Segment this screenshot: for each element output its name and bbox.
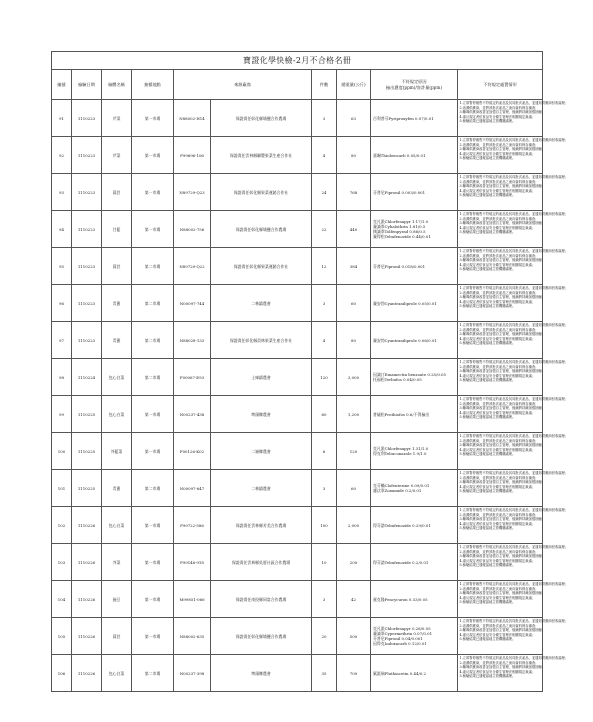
cell-date: 1110223 (72, 211, 102, 248)
cell-place: 第二市場 (132, 359, 174, 396)
cell-weight: 2,000 (337, 507, 371, 544)
table-row (52, 581, 543, 618)
cell-no: 99 (52, 396, 72, 433)
cell-source: 保證責任彰化縣埔鹽合作農場 (211, 211, 312, 248)
cell-qty: 3 (312, 581, 337, 618)
action-line: 5.檢驗結果已通報當地主管機關處理。 (459, 119, 516, 124)
cell-weight: 1,200 (337, 396, 371, 433)
cell-item: 青蔥 (102, 285, 132, 322)
cell-source: 埤頭鄉農會 (211, 396, 312, 433)
cell-reason (371, 396, 458, 433)
cell-date: 1110224 (72, 359, 102, 396)
cell-place: 第一市場 (132, 581, 174, 618)
reason-line: 克凡派Chlorfenapyr 1.17/1.0 (373, 219, 429, 224)
cell-item: 芹菜 (102, 137, 132, 174)
cell-date: 1110223 (72, 248, 102, 285)
cell-qty: 120 (312, 359, 337, 396)
cell-item: 包心白菜 (102, 507, 132, 544)
cell-action (458, 359, 569, 396)
cell-no: 105 (52, 618, 72, 655)
cell-no: 93 (52, 174, 72, 211)
cell-place: 第二市場 (132, 322, 174, 359)
action-line: 4.違反規定者依食品安全衛生管理法相關規定裁處； (459, 521, 536, 526)
reason-line: 賽得松Tebufenozide 0.44/0.01 (373, 234, 431, 239)
cell-qty: 22 (312, 211, 337, 248)
cell-date: 1110225 (72, 396, 102, 433)
action-line: 1.立即暫停販售不符規定的產品及其同批次產品，並通知供應商回收處理； (459, 138, 569, 142)
cell-source: 二林鎮農會 (211, 285, 312, 322)
action-line: 2.追溯供應商，並將該批次產品之流向資料保存備查； (459, 364, 539, 369)
cell-item: 青蔥 (102, 470, 132, 507)
cell-no: 94 (52, 211, 72, 248)
action-line: 2.追溯供應商，並將該批次產品之流向資料保存備查； (459, 179, 539, 184)
action-line: 3.輔導供應商改善並加強自主管理，後續將持續加強抽驗； (459, 369, 546, 374)
cell-item: 萵苣 (102, 618, 132, 655)
action-line: 1.立即暫停販售不符規定的產品及其同批次產品，並通知供應商回收處理； (459, 619, 569, 623)
action-line: 5.檢驗結果已通報當地主管機關處理。 (459, 378, 516, 383)
cell-no: 97 (52, 322, 72, 359)
noncompliance-table (51, 51, 569, 692)
cell-weight: 200 (337, 544, 371, 581)
action-line: 3.輔導供應商改善並加強自主管理，後續將持續加強抽驗； (459, 628, 546, 633)
action-line: 1.立即暫停販售不符規定的產品及其同批次產品，並通知供應商回收處理； (459, 582, 569, 586)
cell-date: 1110223 (72, 100, 102, 137)
action-line: 5.檢驗結果已通報當地主管機關處理。 (459, 193, 516, 198)
reason-line: 芬普尼Fipronil 0.04/0.001 (373, 636, 423, 641)
cell-reason (371, 322, 458, 359)
col-header-source: 來源廠商 (174, 70, 312, 100)
action-line: 1.立即暫停販售不符規定的產品及其同批次產品，並通知供應商回收處理； (459, 286, 569, 290)
action-line: 5.檢驗結果已通報當地主管機關處理。 (459, 489, 516, 494)
cell-weight: 384 (337, 248, 371, 285)
action-line: 2.追溯供應商，並將該批次產品之流向資料保存備查； (459, 142, 539, 147)
action-line: 5.檢驗結果已通報當地主管機關處理。 (459, 452, 516, 457)
cell-weight: 500 (337, 618, 371, 655)
cell-source: 保證責任彰化縣果菜運銷合作社 (211, 248, 312, 285)
cell-code: P99146-918 (174, 544, 211, 581)
reason-line: 芬普尼Fipronil 0.003/0.001 (373, 189, 426, 195)
action-line: 3.輔導供應商改善並加強自主管理，後續將持續加強抽驗； (459, 332, 546, 337)
reason-header-sub: 檢出濃度(ppm)/容許量(ppm) (386, 84, 442, 90)
cell-item: 包心白菜 (102, 655, 132, 692)
action-line: 2.追溯供應商，並將該批次產品之流向資料保存備查； (459, 586, 539, 591)
reason-line: 得克利Tebuconazole 1.9/1.0 (373, 451, 427, 456)
reason-line: 托福松Terbufos 0.04/0.05 (373, 377, 422, 382)
action-line: 3.輔導供應商改善並加強自主管理，後續將持續加強抽驗； (459, 110, 546, 115)
action-line: 4.違反規定者依食品安全衛生管理法相關規定裁處； (459, 632, 536, 637)
table-row (52, 470, 543, 507)
cell-code: N88002-635 (174, 618, 211, 655)
cell-item: 青蔥 (102, 322, 132, 359)
cell-qty: 3 (312, 285, 337, 322)
cell-action (458, 322, 569, 359)
action-line: 1.立即暫停販售不符規定的產品及其同批次產品，並通知供應商回收處理； (459, 212, 569, 216)
cell-no: 98 (52, 359, 72, 396)
cell-weight: 440 (337, 211, 371, 248)
cell-no: 103 (52, 544, 72, 581)
reason-line: 克凡派Chlorfenapyr 1.31/1.0 (373, 446, 429, 451)
cell-code: N00097-744 (174, 285, 211, 322)
cell-action (458, 100, 569, 137)
action-line: 4.違反規定者依食品安全衛生管理法相關規定裁處； (459, 225, 536, 230)
action-line: 2.追溯供應商，並將該批次產品之流向資料保存備查； (459, 475, 539, 480)
action-line: 4.違反規定者依食品安全衛生管理法相關規定裁處； (459, 669, 536, 674)
cell-date: 1110223 (72, 174, 102, 211)
col-header-date: 檢驗日期 (72, 70, 102, 100)
cell-place: 第一市場 (132, 507, 174, 544)
cell-reason (371, 248, 458, 285)
col-header-no: 編號 (52, 70, 72, 100)
action-line: 2.追溯供應商，並將該批次產品之流向資料保存備查； (459, 401, 539, 406)
cell-qty: 24 (312, 174, 337, 211)
cell-action (458, 470, 569, 507)
cell-no: 101 (52, 470, 72, 507)
cell-code: N00237-438 (174, 396, 211, 433)
cell-source: 保證責任彰化縣埔鹽合作農場 (211, 100, 312, 137)
table-row (52, 618, 543, 655)
cell-item: 芥藍菜 (102, 433, 132, 470)
cell-reason (371, 655, 458, 692)
cell-weight: 60 (337, 470, 371, 507)
cell-source: 埤頭鄉農會 (211, 655, 312, 692)
cell-qty: 12 (312, 248, 337, 285)
cell-code: N00237-398 (174, 655, 211, 692)
action-line: 5.檢驗結果已通報當地主管機關處理。 (459, 563, 516, 568)
reason-line: 芬普尼Fipronil 0.018/0.001 (373, 263, 426, 269)
cell-action (458, 396, 569, 433)
cell-weight: 63 (337, 100, 371, 137)
action-line: 5.檢驗結果已通報當地主管機關處理。 (459, 267, 516, 272)
action-line: 2.追溯供應商，並將該批次產品之流向資料保存備查； (459, 438, 539, 443)
action-line: 4.違反規定者依食品安全衛生管理法相關規定裁處； (459, 484, 536, 489)
reason-line: 因得克Indoxacarb 0.12/0.01 (373, 641, 427, 646)
table-row (52, 544, 543, 581)
action-line: 3.輔導供應商改善並加強自主管理，後續將持續加強抽驗； (459, 147, 546, 152)
action-line: 5.檢驗結果已通報當地主管機關處理。 (459, 526, 516, 531)
cell-source: 保證責任彰化縣埔鹽合作農場 (211, 618, 312, 655)
action-line: 1.立即暫停販售不符規定的產品及其同批次產品，並通知供應商回收處理； (459, 434, 569, 438)
cell-item: 包心白菜 (102, 359, 132, 396)
cell-action (458, 655, 569, 692)
cell-no: 92 (52, 137, 72, 174)
reason-line: 克凡派Chlorfenapyr 0.28/0.05 (373, 626, 431, 631)
cell-weight: 3,000 (337, 359, 371, 396)
cell-reason (371, 359, 458, 396)
cell-qty: 4 (312, 322, 337, 359)
reason-line: 嘉賜Thiobencarb 0.05/0.01 (373, 152, 426, 158)
table-row (52, 655, 543, 692)
action-line: 1.立即暫停販售不符規定的產品及其同批次產品，並通知供應商回收處理； (459, 508, 569, 512)
action-line: 2.追溯供應商，並將該批次產品之流向資料保存備查； (459, 660, 539, 665)
cell-reason (371, 137, 458, 174)
action-line: 3.輔導供應商改善並加強自主管理，後續將持續加強抽驗； (459, 591, 546, 596)
cell-date: 1110226 (72, 618, 102, 655)
action-line: 3.輔導供應商改善並加強自主管理，後續將持續加強抽驗； (459, 665, 546, 670)
cell-place: 第一市場 (132, 211, 174, 248)
cell-qty: 4 (312, 137, 337, 174)
cell-reason (371, 100, 458, 137)
cell-reason (371, 211, 458, 248)
cell-item: 萵苣 (102, 174, 132, 211)
action-line: 2.追溯供應商，並將該批次產品之流向資料保存備查； (459, 512, 539, 517)
action-line: 4.違反規定者依食品安全衛生管理法相關規定裁處； (459, 595, 536, 600)
reason-line: 因滅汀Emamectin benzoate 0.25/0.05 (373, 372, 446, 377)
cell-qty: 100 (312, 507, 337, 544)
action-line: 4.違反規定者依食品安全衛生管理法相關規定裁處； (459, 262, 536, 267)
cell-action (458, 211, 569, 248)
action-line: 5.檢驗結果已通報當地主管機關處理。 (459, 156, 516, 161)
cell-source: 土庫鎮農會 (211, 359, 312, 396)
cell-code: N89729-Q23 (174, 174, 211, 211)
action-line: 3.輔導供應商改善並加強自主管理，後續將持續加強抽驗； (459, 184, 546, 189)
table-row (52, 359, 543, 396)
cell-reason (371, 544, 458, 581)
cell-place: 第一市場 (132, 618, 174, 655)
cell-action (458, 285, 569, 322)
cell-weight: 120 (337, 433, 371, 470)
cell-code: P99722-586 (174, 507, 211, 544)
table-row (52, 285, 543, 322)
cell-no: 91 (52, 100, 72, 137)
cell-item: 萵苣 (102, 248, 132, 285)
cell-action (458, 433, 569, 470)
cell-item: 甘藍 (102, 211, 132, 248)
col-header-place: 抽樣地點 (132, 70, 174, 100)
cell-action (458, 507, 569, 544)
action-line: 4.違反規定者依食品安全衛生管理法相關規定裁處； (459, 299, 536, 304)
action-line: 5.檢驗結果已通報當地主管機關處理。 (459, 341, 516, 346)
action-line: 5.檢驗結果已通報當地主管機關處理。 (459, 230, 516, 235)
cell-weight: 80 (337, 137, 371, 174)
reason-line: 得芬諾Tebufenozide 0.29/0.01 (373, 522, 431, 528)
cell-no: 104 (52, 581, 72, 618)
action-line: 3.輔導供應商改善並加強自主管理，後續將持續加強抽驗； (459, 258, 546, 263)
reason-line: 賽安勃Cyantraniliprole 0.05/0.01 (373, 300, 437, 306)
cell-action (458, 544, 569, 581)
reason-line: 克芬蟎Clofentezine 0.09/0.01 (373, 483, 430, 488)
cell-action (458, 248, 569, 285)
cell-place: 第一市場 (132, 396, 174, 433)
cell-reason (371, 433, 458, 470)
cell-date: 1110225 (72, 433, 102, 470)
cell-qty: 20 (312, 618, 337, 655)
table-row (52, 322, 543, 359)
action-line: 1.立即暫停販售不符規定的產品及其同批次產品，並通知供應商回收處理； (459, 175, 569, 179)
action-line: 1.立即暫停販售不符規定的產品及其同批次產品，並通知供應商回收處理； (459, 249, 569, 253)
cell-place: 第一市場 (132, 100, 174, 137)
cell-place: 第一市場 (132, 174, 174, 211)
cell-item: 芥菜 (102, 544, 132, 581)
cell-code: F99696-106 (174, 137, 211, 174)
cell-place: 第二市場 (132, 470, 174, 507)
cell-source: 保證責任彰化縣果菜運銷合作社 (211, 174, 312, 211)
cell-source: 保證責任雲林縣芳美合作農場 (211, 507, 312, 544)
reason-line: 普硫松Prothiofos 0.6/不得檢出 (373, 411, 430, 417)
cell-no: 102 (52, 507, 72, 544)
reason-line: 百利普芬Pyriproxyfen 0.07/0.01 (373, 115, 434, 121)
cell-date: 1110226 (72, 655, 102, 692)
reason-line: 賽滅寧Cyhalothrin 1.81/0.5 (373, 224, 426, 229)
cell-source: 二林鎮農會 (211, 470, 312, 507)
cell-action (458, 174, 569, 211)
cell-date: 1110226 (72, 544, 102, 581)
cell-no: 106 (52, 655, 72, 692)
reason-line: 氟派瑞Fluthiacetin 0.44/0.2 (373, 670, 426, 676)
action-line: 3.輔導供應商改善並加強自主管理，後續將持續加強抽驗； (459, 443, 546, 448)
cell-reason (371, 174, 458, 211)
action-line: 3.輔導供應商改善並加強自主管理，後續將持續加強抽驗； (459, 295, 546, 300)
action-line: 2.追溯供應商，並將該批次產品之流向資料保存備查； (459, 549, 539, 554)
cell-reason (371, 618, 458, 655)
cell-weight: 768 (337, 174, 371, 211)
action-line: 4.違反規定者依食品安全衛生管理法相關規定裁處； (459, 447, 536, 452)
cell-qty: 3 (312, 100, 337, 137)
action-line: 1.立即暫停販售不符規定的產品及其同批次產品，並通知供應商回收處理； (459, 471, 569, 475)
cell-no: 96 (52, 285, 72, 322)
cell-qty: 3 (312, 470, 337, 507)
cell-date: 1110223 (72, 285, 102, 322)
cell-code: M99851-066 (174, 581, 211, 618)
action-line: 2.追溯供應商，並將該批次產品之流向資料保存備查； (459, 623, 539, 628)
cell-action (458, 618, 569, 655)
cell-weight: 42 (337, 581, 371, 618)
action-line: 4.違反規定者依食品安全衛生管理法相關規定裁處； (459, 410, 536, 415)
action-line: 5.檢驗結果已通報當地主管機關處理。 (459, 304, 516, 309)
action-line: 2.追溯供應商，並將該批次產品之流向資料保存備查； (459, 253, 539, 258)
cell-place: 第一市場 (132, 544, 174, 581)
col-header-qty: 件數 (312, 70, 337, 100)
cell-reason (371, 581, 458, 618)
action-line: 2.追溯供應商，並將該批次產品之流向資料保存備查； (459, 327, 539, 332)
cell-source: 保證責任南投縣同富合作農場 (211, 581, 312, 618)
cell-place: 第一市場 (132, 433, 174, 470)
action-line: 5.檢驗結果已通報當地主管機關處理。 (459, 600, 516, 605)
table-row (52, 396, 543, 433)
cell-date: 1110226 (72, 581, 102, 618)
reason-line: 撲滅寧Tolfenpyrad 0.86/0.5 (373, 229, 426, 234)
table-row (52, 137, 543, 174)
action-line: 2.追溯供應商，並將該批次產品之流向資料保存備查； (459, 216, 539, 221)
reason-line: 賽安勃Cyantraniliprole 0.06/0.01 (373, 337, 437, 343)
cell-date: 1110226 (72, 507, 102, 544)
col-header-action: 不符規定處置情形 (458, 70, 543, 100)
cell-action (458, 137, 569, 174)
cell-no: 100 (52, 433, 72, 470)
cell-code: N89729-Q22 (174, 248, 211, 285)
reason-line: 得芬諾Tebufenozide 0.2/0.01 (373, 559, 429, 565)
cell-code: N88002-756 (174, 211, 211, 248)
cell-qty: 35 (312, 655, 337, 692)
header-row (52, 70, 543, 100)
cell-item: 包心白菜 (102, 396, 132, 433)
action-line: 2.追溯供應商，並將該批次產品之流向資料保存備查； (459, 105, 539, 110)
reason-line: 賽滅寧Cypermethrin 0.07/0.01 (373, 631, 433, 636)
action-line: 1.立即暫停販售不符規定的產品及其同批次產品，並通知供應商回收處理； (459, 397, 569, 401)
table-row (52, 507, 543, 544)
cell-no: 95 (52, 248, 72, 285)
cell-place: 第二市場 (132, 248, 174, 285)
table-row (52, 211, 543, 248)
action-line: 4.違反規定者依食品安全衛生管理法相關規定裁處； (459, 336, 536, 341)
cell-code: N88028-133 (174, 322, 211, 359)
col-header-item: 檢體名稱 (102, 70, 132, 100)
cell-date: 1110223 (72, 137, 102, 174)
cell-reason (371, 470, 458, 507)
cell-item: 豌豆 (102, 581, 132, 618)
action-line: 5.檢驗結果已通報當地主管機關處理。 (459, 637, 516, 642)
action-line: 1.立即暫停販售不符規定的產品及其同批次產品，並通知供應商回收處理； (459, 545, 569, 549)
table-row (52, 100, 543, 137)
cell-action (458, 581, 569, 618)
action-line: 4.違反規定者依食品安全衛生管理法相關規定裁處； (459, 373, 536, 378)
cell-weight: 60 (337, 285, 371, 322)
col-header-weight: 總重量(公斤) (337, 70, 371, 100)
cell-date: 1110225 (72, 470, 102, 507)
table-row (52, 248, 543, 285)
cell-source: 二崙鄉農會 (211, 433, 312, 470)
action-line: 3.輔導供應商改善並加強自主管理，後續將持續加強抽驗； (459, 480, 546, 485)
action-line: 5.檢驗結果已通報當地主管機關處理。 (459, 674, 516, 679)
col-header-reason (371, 70, 458, 100)
action-line: 3.輔導供應商改善並加強自主管理，後續將持續加強抽驗； (459, 406, 546, 411)
action-line: 1.立即暫停販售不符規定的產品及其同批次產品，並通知供應商回收處理； (459, 656, 569, 660)
table-row (52, 433, 543, 470)
cell-date: 1110223 (72, 322, 102, 359)
reason-header-label: 不符規定原因 (401, 78, 427, 84)
cell-source: 保證責任彰化縣員林果菜生產合作社 (211, 322, 312, 359)
action-line: 4.違反規定者依食品安全衛生管理法相關規定裁處； (459, 151, 536, 156)
table-row (52, 174, 543, 211)
action-line: 1.立即暫停販售不符規定的產品及其同批次產品，並通知供應商回收處理； (459, 360, 569, 364)
cell-weight: 700 (337, 655, 371, 692)
cell-qty: 10 (312, 544, 337, 581)
cell-source: 保證責任雲林縣吳厝社區合作農場 (211, 544, 312, 581)
reason-line: 護汰寧Zoxamide 0.2/0.01 (373, 488, 422, 493)
cell-reason (371, 507, 458, 544)
action-line: 4.違反規定者依食品安全衛生管理法相關規定裁處； (459, 188, 536, 193)
page-title: 寶證化學快檢-2月不合格名冊 (52, 52, 543, 70)
cell-weight: 80 (337, 322, 371, 359)
action-line: 2.追溯供應商，並將該批次產品之流向資料保存備查； (459, 290, 539, 295)
cell-item: 芹菜 (102, 100, 132, 137)
action-line: 5.檢驗結果已通報當地主管機關處理。 (459, 415, 516, 420)
action-line: 3.輔導供應商改善並加強自主管理，後續將持續加強抽驗； (459, 221, 546, 226)
action-line: 4.違反規定者依食品安全衛生管理法相關規定裁處； (459, 114, 536, 119)
action-line: 1.立即暫停販售不符規定的產品及其同批次產品，並通知供應商回收處理； (459, 323, 569, 327)
cell-reason (371, 285, 458, 322)
cell-place: 第一市場 (132, 137, 174, 174)
action-line: 3.輔導供應商改善並加強自主管理，後續將持續加強抽驗； (459, 517, 546, 522)
cell-code: F00067-E93 (174, 359, 211, 396)
cell-qty: 60 (312, 396, 337, 433)
action-line: 1.立即暫停販售不符規定的產品及其同批次產品，並通知供應商回收處理； (459, 101, 569, 105)
reason-line: 賓克隆Pencycuron 0.33/0.05 (373, 596, 428, 602)
cell-code: F00126-K02 (174, 433, 211, 470)
action-line: 3.輔導供應商改善並加強自主管理，後續將持續加強抽驗； (459, 554, 546, 559)
cell-place: 第二市場 (132, 285, 174, 322)
cell-code: N00097-647 (174, 470, 211, 507)
cell-code: N88002-H14 (174, 100, 211, 137)
action-line: 4.違反規定者依食品安全衛生管理法相關規定裁處； (459, 558, 536, 563)
cell-place: 第二市場 (132, 655, 174, 692)
table-body (52, 100, 569, 692)
cell-source: 保證責任雲林縣聯豐果菜生產合作社 (211, 137, 312, 174)
report-sheet (51, 51, 569, 692)
cell-qty: 6 (312, 433, 337, 470)
